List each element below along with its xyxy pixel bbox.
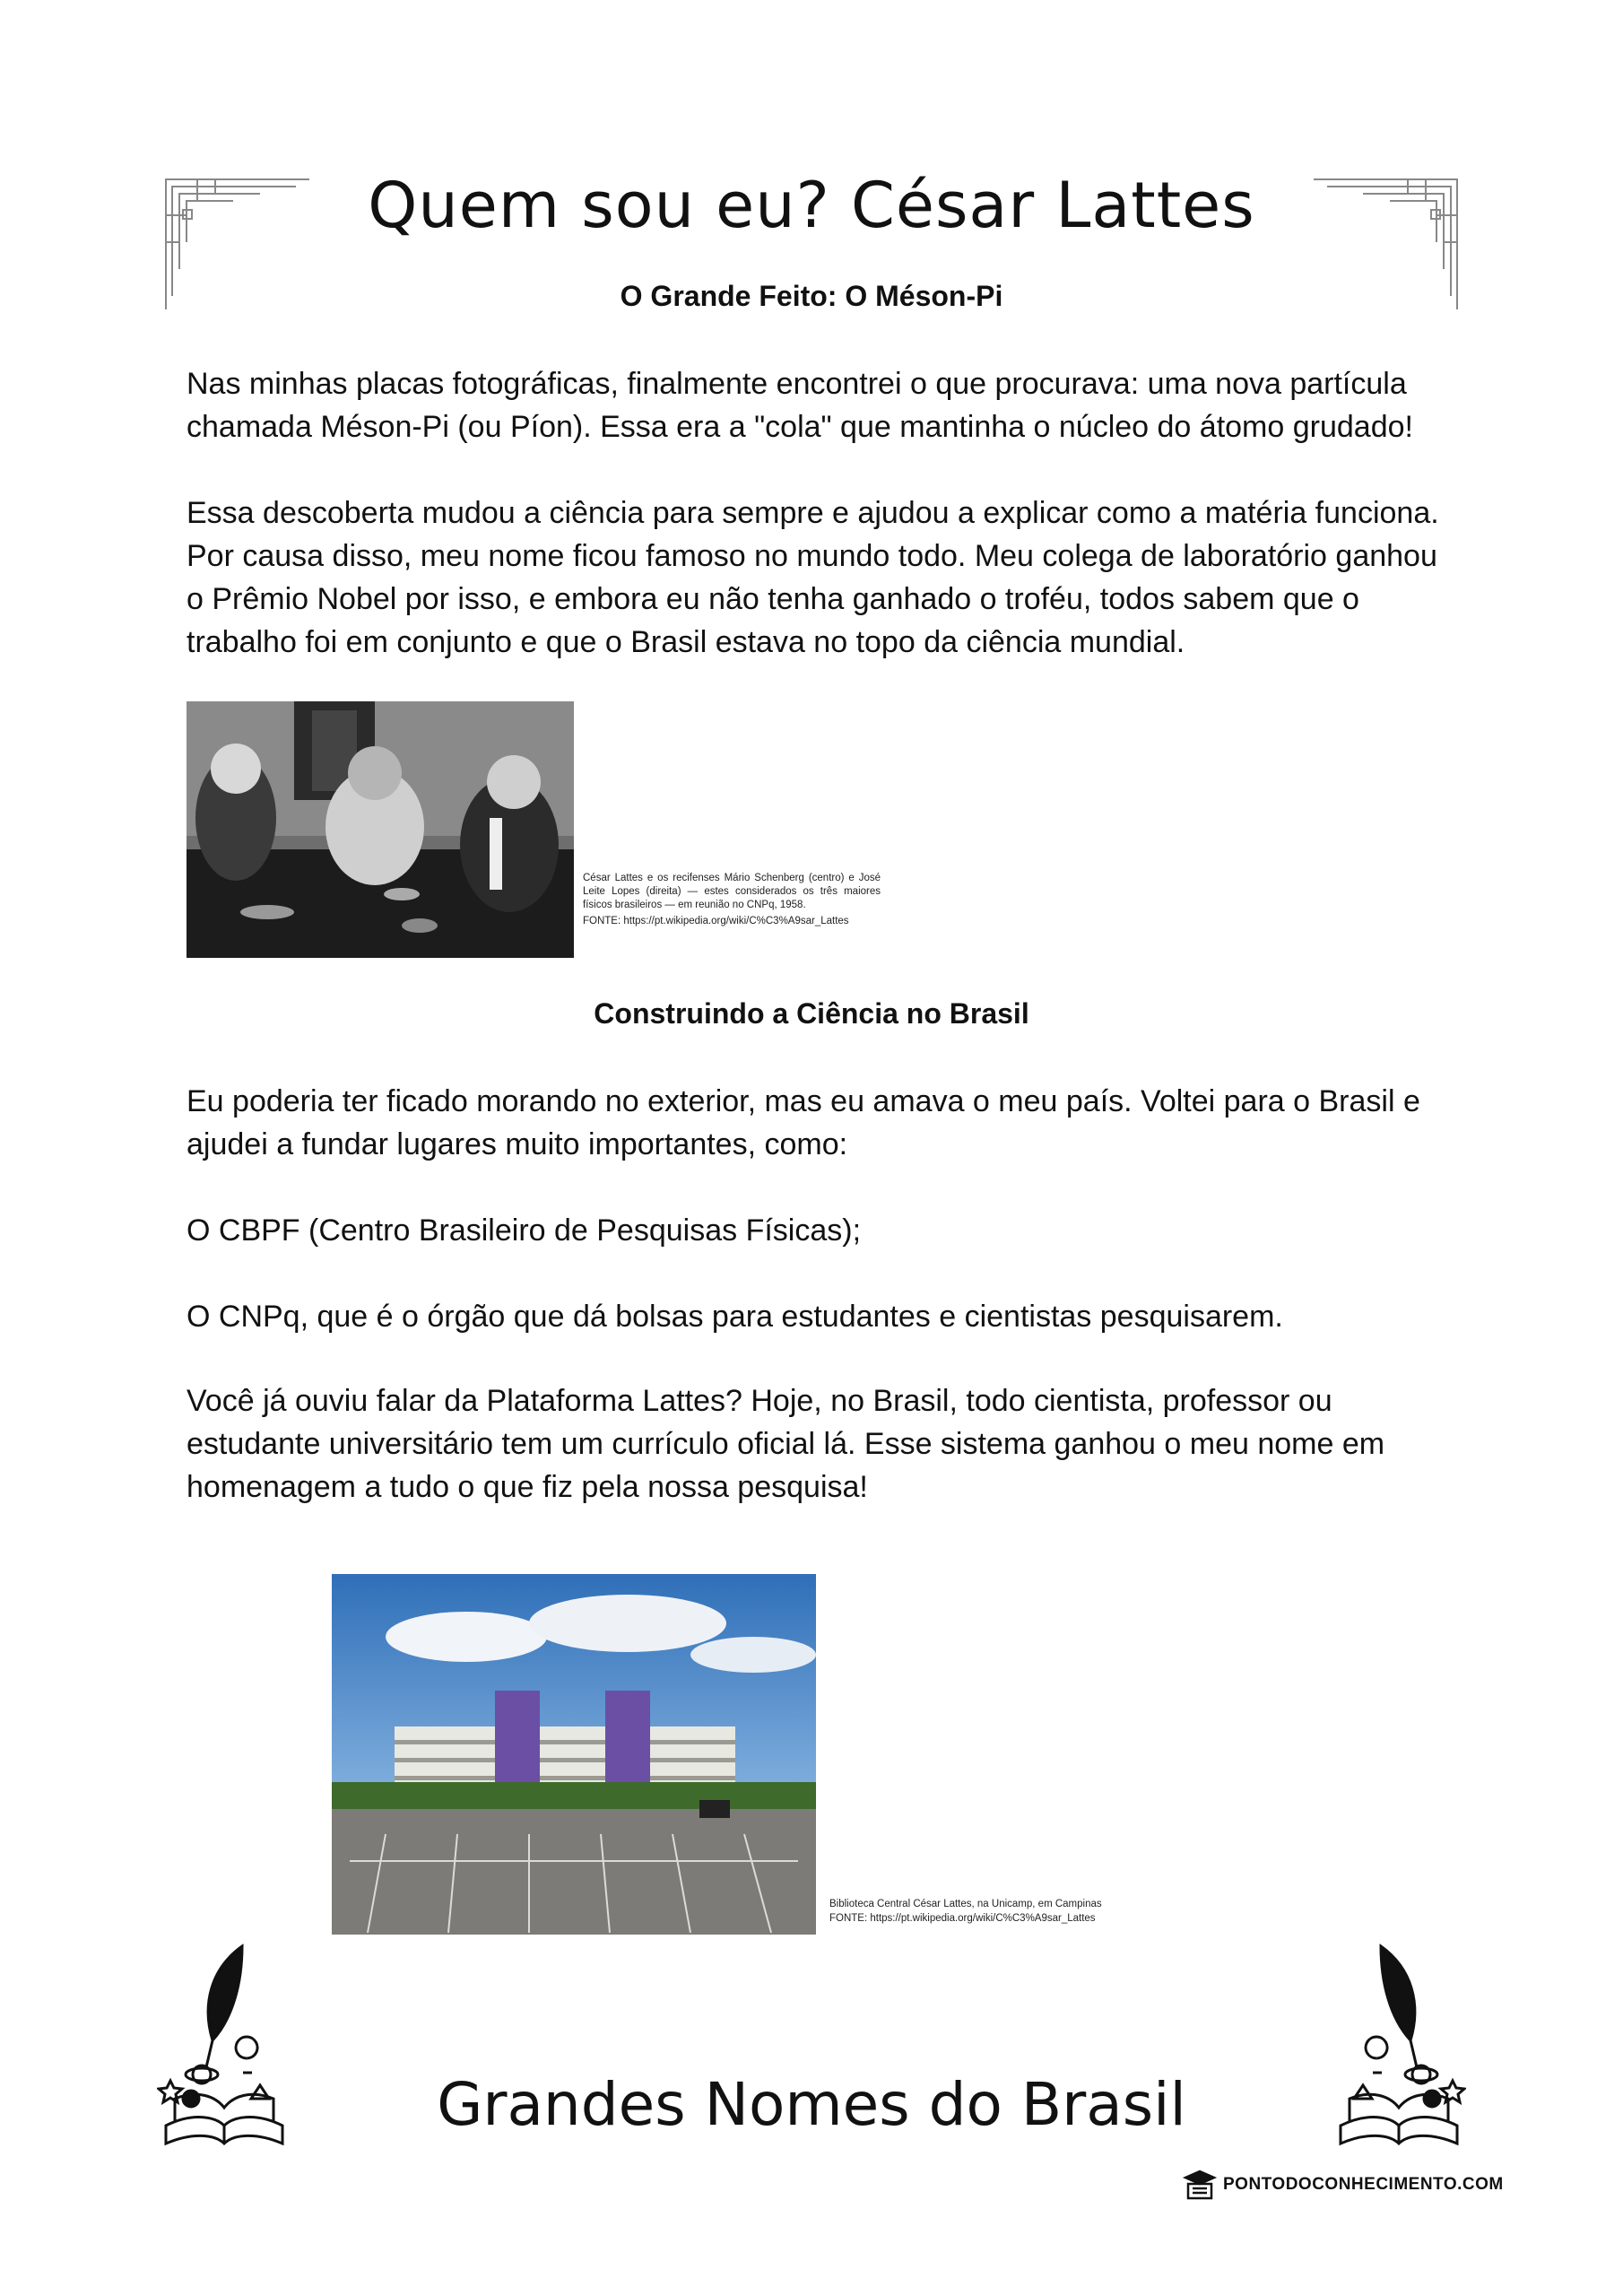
- page-title: Quem sou eu? César Lattes: [368, 169, 1255, 242]
- paragraph: Nas minhas placas fotográficas, finalmente encontrei o que procurava: uma nova partícula chamada Méson-Pi (ou Píon). Essa era a "cola" que mantinha o núcleo do átomo grudado!: [187, 367, 1413, 444]
- photo-biblioteca-unicamp: [332, 1574, 816, 1935]
- brand-text: PONTODOCONHECIMENTO.COM: [1223, 2175, 1504, 2194]
- photo-lattes-meeting: [187, 701, 574, 958]
- paragraph: Eu poderia ter ficado morando no exterior, mas eu amava o meu país. Voltei para o Brasil e ajudei a fundar lugares muito importantes, como:: [187, 1084, 1420, 1161]
- photo-caption: César Lattes e os recifenses Mário Schenberg (centro) e José Leite Lopes (direita) — estes considerados os três maiores físicos brasileiros — em reunião no CNPq, 1958.: [583, 873, 881, 910]
- paragraph: O CNPq, que é o órgão que dá bolsas para estudantes e cientistas pesquisarem.: [187, 1300, 1283, 1334]
- section-heading-meson-pi: O Grande Feito: O Méson-Pi: [620, 280, 1003, 312]
- footer-title: Grandes Nomes do Brasil: [437, 2070, 1186, 2139]
- graduation-cap-icon: [1182, 2169, 1218, 2201]
- paragraph: Você já ouviu falar da Plataforma Lattes? Hoje, no Brasil, todo cientista, professor ou estudante universitário tem um currículo oficial lá. Esse sistema ganhou o meu nome em homenagem a tudo o que fiz pela nossa pesquisa!: [187, 1384, 1385, 1504]
- paragraph: Essa descoberta mudou a ciência para sempre e ajudou a explicar como a matéria funciona. Por causa disso, meu nome ficou famoso no mundo todo. Meu colega de laboratório ganhou o Prêmio Nobel por isso, e embora eu não tenha ganhado o troféu, todos sabem que o trabalho foi em conjunto e que o Brasil estava no topo da ciência mundial.: [187, 496, 1439, 659]
- brand-logo: [1182, 2169, 1504, 2201]
- photo-source: FONTE: https://pt.wikipedia.org/wiki/C%C3%A9sar_Lattes: [829, 1913, 1096, 1924]
- photo-caption: Biblioteca Central César Lattes, na Unicamp, em Campinas: [829, 1899, 1102, 1909]
- photo-source: FONTE: https://pt.wikipedia.org/wiki/C%C3%A9sar_Lattes: [583, 916, 849, 926]
- paragraph: O CBPF (Centro Brasileiro de Pesquisas Físicas);: [187, 1213, 862, 1248]
- section-heading-ciencia-brasil: Construindo a Ciência no Brasil: [594, 997, 1029, 1030]
